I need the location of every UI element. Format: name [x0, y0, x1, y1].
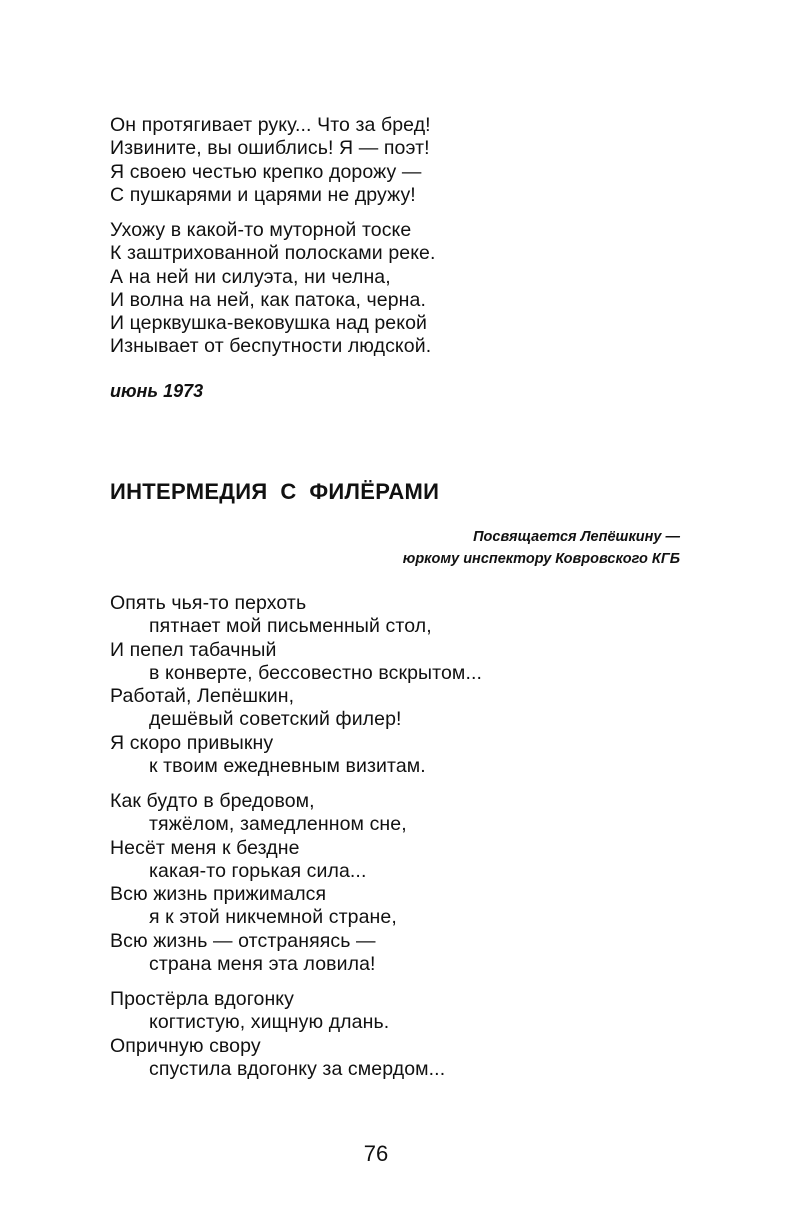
poem-line: И пепел табачный [110, 638, 277, 661]
poem-line: Изнывает от беспутности людской. [110, 335, 432, 358]
poem-line: А на ней ни силуэта, ни челна, [110, 265, 391, 288]
poem-line: И церквушка-вековушка над рекой [110, 312, 428, 335]
poem-line: К заштрихованной полосками реке. [110, 242, 436, 265]
poem-line-indented: тяжёлом, замедленном сне, [149, 813, 407, 836]
poem-line: Я своею честью крепко дорожу — [110, 160, 422, 183]
dedication-line: Посвящается Лепёшкину — [473, 529, 680, 545]
poem-date: июнь 1973 [110, 381, 204, 401]
poem-line: Опричную свору [110, 1034, 261, 1057]
poem-line-indented: в конверте, бессовестно вскрытом... [149, 661, 482, 684]
poem-line: Извините, вы ошиблись! Я — поэт! [110, 137, 430, 160]
poem-line-indented: какая-то горькая сила... [149, 859, 367, 882]
poem-dedication [403, 526, 680, 570]
dedication-line: юркому инспектору Ковровского КГБ [402, 551, 680, 567]
poem-line: И волна на ней, как патока, черна. [110, 288, 426, 311]
poem-line: Всю жизнь прижимался [110, 883, 327, 906]
poem-line-indented: когтистую, хищную длань. [149, 1011, 390, 1034]
poem-line-indented: дешёвый советский филер! [149, 708, 402, 731]
poem1-stanza-1 [110, 114, 710, 207]
poem-line-indented: спустила вдогонку за смердом... [149, 1057, 446, 1080]
poem-line: Как будто в бредовом, [110, 790, 315, 812]
poem-line-indented: к твоим ежедневным визитам. [149, 755, 426, 778]
poem-line: Работай, Лепёшкин, [110, 685, 295, 708]
poem2-stanza-2 [110, 790, 710, 976]
poem-line: Ухожу в какой-то муторной тоске [110, 219, 412, 241]
poem-line: С пушкарями и царями не дружу! [110, 183, 416, 206]
poem2-stanza-1 [110, 592, 710, 778]
poem-line: Всю жизнь — отстраняясь — [110, 929, 376, 952]
page-number: 76 [363, 1141, 389, 1166]
poem-line: Опять чья-то перхоть [110, 592, 307, 614]
poem-line-indented: страна меня эта ловила! [149, 953, 376, 976]
poem-line: Простёрла вдогонку [110, 988, 295, 1010]
poem-line-indented: я к этой никчемной стране, [149, 906, 397, 929]
poem-line: Он протягивает руку... Что за бред! [110, 114, 431, 136]
poem-title: ИНТЕРМЕДИЯ С ФИЛЁРАМИ [110, 479, 440, 504]
poem1-stanza-2 [110, 219, 710, 359]
poem-line: Я скоро привыкну [110, 731, 274, 754]
poem2-stanza-3 [110, 988, 710, 1081]
poem-line-indented: пятнает мой письменный стол, [149, 615, 432, 638]
poem-line: Несёт меня к бездне [110, 836, 300, 859]
